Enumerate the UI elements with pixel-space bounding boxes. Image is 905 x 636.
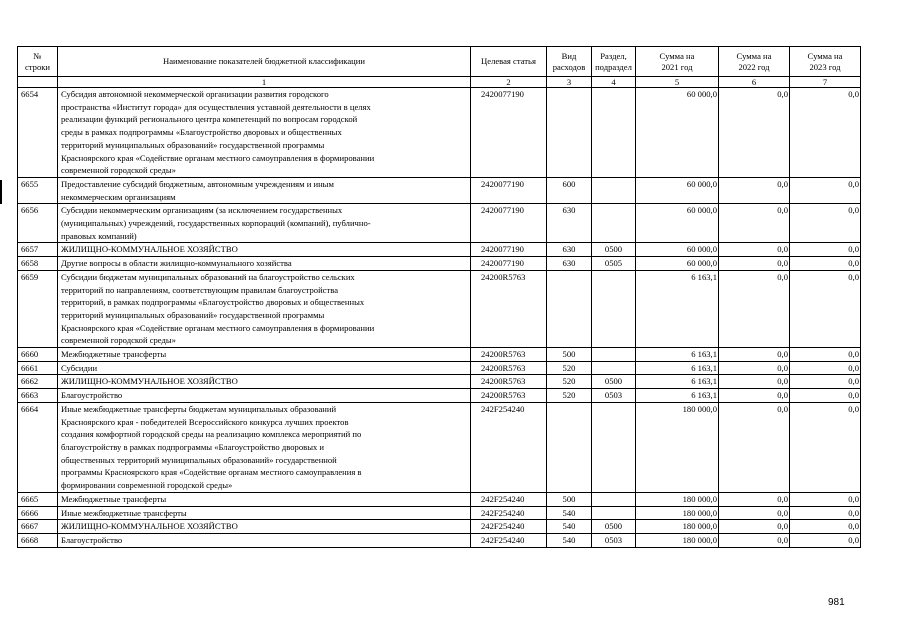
sum-2023: 0,0: [790, 492, 861, 506]
text-line: среды в рамках подпрограммы «Благоустройство дворовых и общественных: [61, 127, 342, 138]
sum-2022: 0,0: [719, 492, 790, 506]
section-subsection: [592, 506, 636, 520]
text-line: пространства «Институт города» для осуществления уставной деятельности в целях: [61, 101, 371, 112]
section-subsection: [592, 88, 636, 178]
text-line: общественных территорий муниципальных образований» государственной: [61, 454, 337, 465]
sum-2023: 0,0: [790, 88, 861, 178]
column-number: 1: [58, 77, 471, 88]
column-number: 5: [636, 77, 719, 88]
target-article: 242F254240: [471, 506, 547, 520]
page-edge-mark: [0, 180, 2, 204]
header-target: [471, 47, 547, 77]
indicator-name: [58, 520, 471, 534]
target-article: 242F254240: [471, 492, 547, 506]
row-number: 6655: [18, 177, 58, 203]
row-number: 6654: [18, 88, 58, 178]
expense-type: [547, 88, 592, 178]
text-line: Благоустройство: [61, 534, 123, 545]
row-number: 6663: [18, 389, 58, 403]
indicator-name: [58, 375, 471, 389]
row-number: 6665: [18, 492, 58, 506]
sum-2021: 180 000,0: [636, 492, 719, 506]
target-article: 242F254240: [471, 533, 547, 547]
table-row: [18, 243, 861, 257]
column-number: 3: [547, 77, 592, 88]
sum-2023: 0,0: [790, 389, 861, 403]
text-line: формировании современной городской среды»: [61, 480, 233, 491]
sum-2022: 0,0: [719, 506, 790, 520]
sum-2023: 0,0: [790, 361, 861, 375]
row-number: 6658: [18, 257, 58, 271]
row-number: 6662: [18, 375, 58, 389]
row-number: 6661: [18, 361, 58, 375]
row-number: 6668: [18, 533, 58, 547]
sum-2022: 0,0: [719, 243, 790, 257]
row-number: 6659: [18, 270, 58, 347]
page-number: 981: [828, 597, 845, 608]
section-subsection: 0500: [592, 243, 636, 257]
section-subsection: 0503: [592, 533, 636, 547]
text-line: некоммерческим организациям: [61, 191, 176, 202]
table-row: [18, 348, 861, 362]
table-row: [18, 361, 861, 375]
sum-2022: 0,0: [719, 204, 790, 243]
sum-2021: 6 163,1: [636, 361, 719, 375]
sum-2021: 60 000,0: [636, 243, 719, 257]
row-number: 6656: [18, 204, 58, 243]
expense-type: 630: [547, 257, 592, 271]
text-line: Красноярского края «Содействие органам местного самоуправления в формировании: [61, 322, 375, 333]
sum-2021: 60 000,0: [636, 88, 719, 178]
section-subsection: [592, 270, 636, 347]
text-line: Межбюджетные трансферты: [61, 493, 167, 504]
sum-2023: 0,0: [790, 375, 861, 389]
sum-2022: 0,0: [719, 177, 790, 203]
table-row: [18, 506, 861, 520]
text-line: 2023 год: [809, 61, 841, 72]
column-number: [18, 77, 58, 88]
expense-type: 520: [547, 361, 592, 375]
text-line: Сумма на: [659, 50, 695, 61]
target-article: 24200R5763: [471, 270, 547, 347]
text-line: программы Красноярского края «Содействие органам местного самоуправления в: [61, 467, 362, 478]
indicator-name: [58, 533, 471, 547]
sum-2022: 0,0: [719, 348, 790, 362]
target-article: 2420077190: [471, 243, 547, 257]
expense-type: [547, 270, 592, 347]
expense-type: 500: [547, 348, 592, 362]
text-line: ЖИЛИЩНО-КОММУНАЛЬНОЕ ХОЗЯЙСТВО: [61, 376, 238, 387]
table-row: [18, 204, 861, 243]
indicator-name: [58, 389, 471, 403]
text-line: создания комфортной городской среды на реализацию комплекса мероприятий по: [61, 429, 362, 440]
target-article: 2420077190: [471, 257, 547, 271]
target-article: 2420077190: [471, 88, 547, 178]
text-line: территорий, в рамках подпрограммы «Благоустройство дворовых и общественных: [61, 297, 365, 308]
column-number: 4: [592, 77, 636, 88]
sum-2022: 0,0: [719, 375, 790, 389]
text-line: №: [33, 50, 42, 61]
sum-2021: 180 000,0: [636, 402, 719, 492]
target-article: 24200R5763: [471, 348, 547, 362]
text-line: строки: [24, 61, 51, 72]
indicator-name: [58, 257, 471, 271]
sum-2021: 60 000,0: [636, 177, 719, 203]
table-body: [18, 88, 861, 548]
text-line: реализации функций регионального центра компетенций по вопросам городской: [61, 114, 358, 125]
text-line: Субсидии бюджетам муниципальных образований на благоустройство сельских: [61, 271, 355, 282]
column-number: 7: [790, 77, 861, 88]
expense-type: 630: [547, 243, 592, 257]
table-row: [18, 177, 861, 203]
indicator-name: [58, 506, 471, 520]
target-article: 24200R5763: [471, 375, 547, 389]
expense-type: 520: [547, 375, 592, 389]
table-row: [18, 88, 861, 178]
budget-table: [17, 46, 861, 548]
indicator-name: [58, 243, 471, 257]
text-line: Межбюджетные трансферты: [61, 349, 167, 360]
text-line: территорий муниципальных образований» государственной программы: [61, 139, 325, 150]
section-subsection: [592, 492, 636, 506]
expense-type: 630: [547, 204, 592, 243]
column-number-row: [18, 77, 861, 88]
header-name: [58, 47, 471, 77]
text-line: 2021 год: [661, 61, 693, 72]
row-number: 6664: [18, 402, 58, 492]
table-row: [18, 402, 861, 492]
table-row: [18, 270, 861, 347]
sum-2023: 0,0: [790, 270, 861, 347]
target-article: 24200R5763: [471, 361, 547, 375]
sum-2022: 0,0: [719, 520, 790, 534]
sum-2021: 60 000,0: [636, 204, 719, 243]
text-line: правовых компаний): [61, 230, 137, 241]
indicator-name: [58, 204, 471, 243]
sum-2023: 0,0: [790, 204, 861, 243]
text-line: территорий муниципальных образований» государственной программы: [61, 309, 325, 320]
sum-2022: 0,0: [719, 389, 790, 403]
section-subsection: [592, 204, 636, 243]
sum-2023: 0,0: [790, 402, 861, 492]
text-line: благоустройству в рамках подпрограммы «Благоустройство дворовых и: [61, 441, 325, 452]
row-number: 6657: [18, 243, 58, 257]
text-line: Наименование показателей бюджетной классификации: [163, 56, 365, 66]
text-line: Вид: [561, 50, 577, 61]
target-article: 2420077190: [471, 204, 547, 243]
section-subsection: 0503: [592, 389, 636, 403]
sum-2023: 0,0: [790, 520, 861, 534]
text-line: (муниципальных) учреждений, государственных корпораций (компаний), публично-: [61, 218, 371, 229]
section-subsection: 0505: [592, 257, 636, 271]
text-line: Красноярского края - победителей Всероссийского конкурса лучших проектов: [61, 416, 349, 427]
sum-2022: 0,0: [719, 270, 790, 347]
text-line: Иные межбюджетные трансферты: [61, 507, 187, 518]
text-line: Благоустройство: [61, 390, 123, 401]
table-row: [18, 375, 861, 389]
sum-2021: 180 000,0: [636, 506, 719, 520]
sum-2021: 6 163,1: [636, 348, 719, 362]
section-subsection: 0500: [592, 520, 636, 534]
sum-2022: 0,0: [719, 533, 790, 547]
text-line: современной городской среды»: [61, 335, 176, 346]
text-line: Сумма на: [736, 50, 772, 61]
section-subsection: [592, 361, 636, 375]
header-row-no: [18, 47, 58, 77]
expense-type: 540: [547, 506, 592, 520]
sum-2023: 0,0: [790, 533, 861, 547]
table-row: [18, 389, 861, 403]
header-section: [592, 47, 636, 77]
expense-type: 540: [547, 533, 592, 547]
row-number: 6666: [18, 506, 58, 520]
sum-2021: 60 000,0: [636, 257, 719, 271]
text-line: Красноярского края «Содействие органам местного самоуправления в формировании: [61, 152, 375, 163]
text-line: территорий по направлениям, соответствующим правилам благоустройства: [61, 284, 339, 295]
text-line: расходов: [552, 61, 586, 72]
expense-type: 520: [547, 389, 592, 403]
indicator-name: [58, 270, 471, 347]
table-row: [18, 492, 861, 506]
section-subsection: [592, 402, 636, 492]
table-row: [18, 520, 861, 534]
indicator-name: [58, 88, 471, 178]
sum-2021: 180 000,0: [636, 520, 719, 534]
target-article: 2420077190: [471, 177, 547, 203]
sum-2021: 6 163,1: [636, 270, 719, 347]
table-row: [18, 257, 861, 271]
table-row: [18, 533, 861, 547]
text-line: Раздел,: [600, 50, 627, 61]
text-line: Иные межбюджетные трансферты бюджетам муниципальных образований: [61, 403, 337, 414]
target-article: 24200R5763: [471, 389, 547, 403]
row-number: 6660: [18, 348, 58, 362]
sum-2022: 0,0: [719, 88, 790, 178]
section-subsection: [592, 177, 636, 203]
text-line: Целевая статья: [481, 56, 536, 66]
indicator-name: [58, 361, 471, 375]
text-line: Предоставление субсидий бюджетным, автономным учреждениям и иным: [61, 178, 334, 189]
sum-2022: 0,0: [719, 361, 790, 375]
text-line: подраздел: [595, 61, 632, 72]
text-line: Субсидии: [61, 362, 98, 373]
column-number: 2: [471, 77, 547, 88]
text-line: Сумма на: [807, 50, 843, 61]
expense-type: [547, 402, 592, 492]
indicator-name: [58, 402, 471, 492]
indicator-name: [58, 177, 471, 203]
indicator-name: [58, 348, 471, 362]
sum-2023: 0,0: [790, 506, 861, 520]
sum-2023: 0,0: [790, 348, 861, 362]
sum-2021: 180 000,0: [636, 533, 719, 547]
header-sum-2021: [636, 47, 719, 77]
sum-2023: 0,0: [790, 177, 861, 203]
sum-2023: 0,0: [790, 243, 861, 257]
sum-2022: 0,0: [719, 257, 790, 271]
column-number: 6: [719, 77, 790, 88]
header-sum-2023: [790, 47, 861, 77]
expense-type: 540: [547, 520, 592, 534]
sum-2023: 0,0: [790, 257, 861, 271]
target-article: 242F254240: [471, 520, 547, 534]
indicator-name: [58, 492, 471, 506]
target-article: 242F254240: [471, 402, 547, 492]
section-subsection: 0500: [592, 375, 636, 389]
section-subsection: [592, 348, 636, 362]
text-line: ЖИЛИЩНО-КОММУНАЛЬНОЕ ХОЗЯЙСТВО: [61, 244, 238, 255]
header-row: [18, 47, 861, 77]
sum-2021: 6 163,1: [636, 375, 719, 389]
text-line: современной городской среды»: [61, 165, 176, 176]
expense-type: 500: [547, 492, 592, 506]
text-line: Субсидия автономной некоммерческой организации развития городского: [61, 89, 329, 99]
text-line: 2022 год: [738, 61, 770, 72]
sum-2022: 0,0: [719, 402, 790, 492]
row-number: 6667: [18, 520, 58, 534]
sum-2021: 6 163,1: [636, 389, 719, 403]
text-line: ЖИЛИЩНО-КОММУНАЛЬНОЕ ХОЗЯЙСТВО: [61, 521, 238, 532]
header-exp-type: [547, 47, 592, 77]
expense-type: 600: [547, 177, 592, 203]
header-sum-2022: [719, 47, 790, 77]
text-line: Субсидии некоммерческим организациям (за исключением государственных: [61, 205, 343, 216]
text-line: Другие вопросы в области жилищно-коммунального хозяйства: [61, 258, 292, 269]
